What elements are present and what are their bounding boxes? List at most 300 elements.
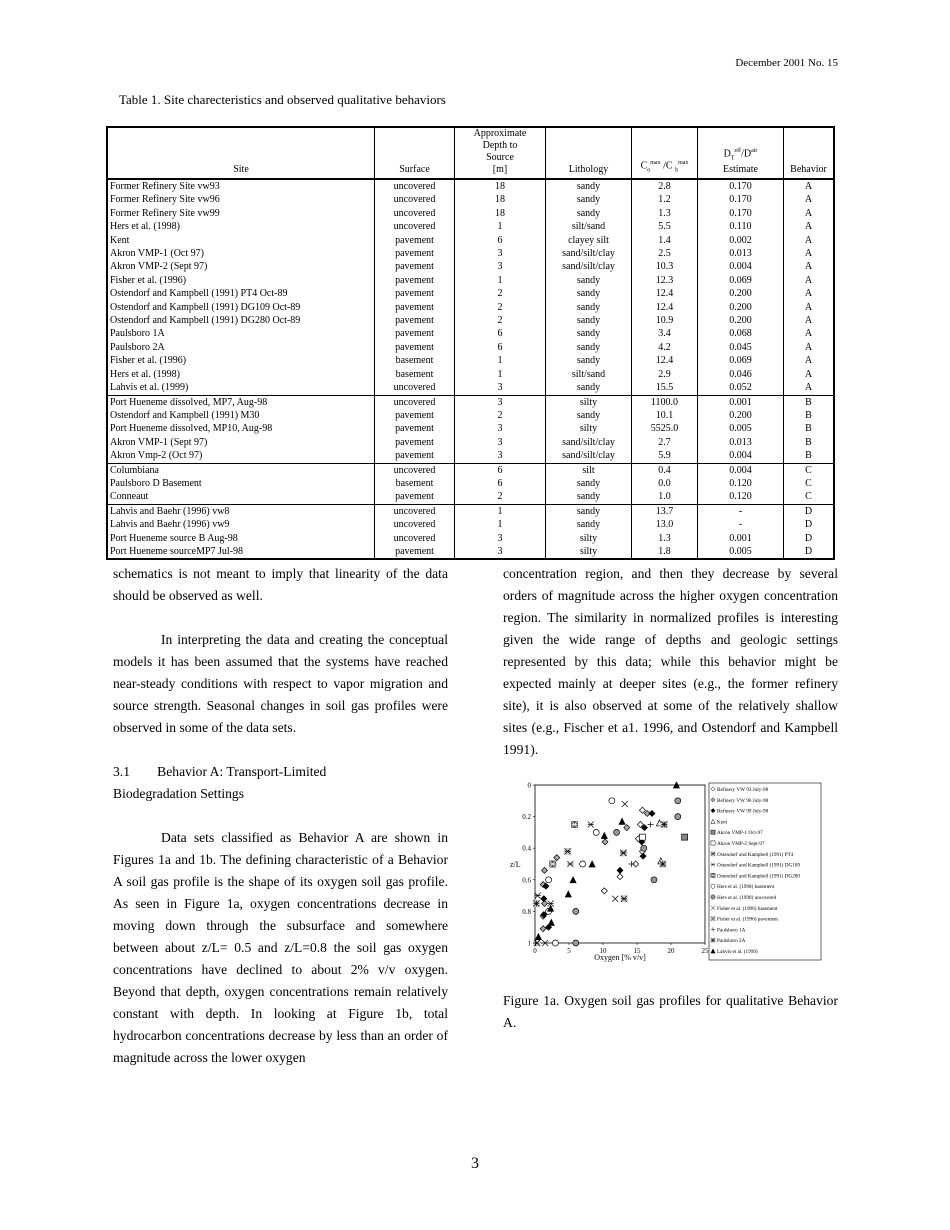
oxygen-profile-chart — [505, 775, 825, 965]
cell-lithology: sandy — [546, 179, 632, 193]
cell-depth: 1 — [455, 274, 546, 287]
running-header: December 2001 No. 15 — [735, 57, 838, 69]
data-point — [682, 834, 688, 840]
legend-label: Fisher et al. (1996) pavement — [717, 916, 778, 923]
cell-lithology: sand/silt/clay — [546, 436, 632, 449]
cell-surface: pavement — [375, 234, 455, 247]
cell-concentration-ratio: 5.9 — [632, 449, 698, 463]
legend-label: Hers et al. (1998) basement — [717, 884, 775, 891]
cell-surface: uncovered — [375, 179, 455, 193]
cell-behavior: A — [784, 287, 835, 300]
cell-behavior: A — [784, 220, 835, 233]
depth-line: Depth to — [482, 140, 518, 151]
cell-surface: uncovered — [375, 518, 455, 531]
x-tick-label: 15 — [633, 947, 641, 955]
cell-surface: basement — [375, 354, 455, 367]
d-text: Estimate — [723, 164, 758, 175]
cell-behavior: B — [784, 436, 835, 449]
cell-diffusivity: 0.013 — [698, 247, 784, 260]
cell-behavior: B — [784, 409, 835, 422]
data-point — [609, 798, 615, 804]
legend-marker — [711, 895, 715, 899]
data-point — [617, 867, 623, 873]
cell-lithology: sandy — [546, 504, 632, 518]
data-point — [661, 821, 668, 828]
marker-shape — [711, 895, 715, 899]
table-row — [107, 409, 834, 422]
marker-shape — [617, 874, 623, 880]
cell-behavior: A — [784, 179, 835, 193]
cell-concentration-ratio: 12.3 — [632, 274, 698, 287]
cell-site: Port Hueneme dissolved, MP7, Aug-98 — [107, 395, 375, 409]
legend-marker — [711, 851, 716, 856]
cell-surface: uncovered — [375, 193, 455, 206]
cell-lithology: silt — [546, 463, 632, 477]
cell-surface: pavement — [375, 274, 455, 287]
table-row — [107, 193, 834, 206]
d-sup: eff — [734, 147, 742, 154]
cell-lithology: sand/silt/clay — [546, 247, 632, 260]
legend-marker — [711, 830, 715, 834]
marker-shape — [554, 855, 560, 861]
data-point — [621, 895, 628, 902]
cell-lithology: silt/sand — [546, 220, 632, 233]
legend-marker — [711, 884, 715, 888]
cell-surface: pavement — [375, 422, 455, 435]
cell-diffusivity: 0.069 — [698, 274, 784, 287]
cell-lithology: sandy — [546, 314, 632, 327]
data-point — [624, 825, 630, 831]
marker-shape — [711, 830, 715, 834]
legend-label: Fisher et al. (1996) basement — [717, 905, 778, 912]
cell-behavior: A — [784, 207, 835, 220]
cell-site: Former Refinery Site vw96 — [110, 194, 220, 206]
cell-depth: 6 — [455, 477, 546, 490]
d-text: /D — [741, 148, 752, 159]
cell-surface: pavement — [375, 449, 455, 463]
data-point — [540, 926, 546, 932]
cell-depth: 18 — [455, 193, 546, 206]
marker-shape — [552, 940, 558, 946]
cell-diffusivity: 0.004 — [698, 463, 784, 477]
cell-depth: 18 — [455, 179, 546, 193]
legend-symbol — [711, 851, 716, 856]
cell-depth: 3 — [455, 436, 546, 449]
data-point — [639, 807, 645, 813]
cell-lithology: silty — [546, 532, 632, 545]
marker-shape — [546, 877, 552, 883]
left-column — [113, 563, 448, 1091]
cell-site: Columbiana — [107, 463, 375, 477]
cell-lithology: sandy — [546, 327, 632, 340]
cell-depth: 2 — [455, 301, 546, 314]
cell-concentration-ratio: 10.9 — [632, 314, 698, 327]
cell-site: Paulsboro 1A — [110, 328, 165, 340]
cell-concentration-ratio: 15.5 — [632, 381, 698, 395]
cell-depth: 6 — [455, 463, 546, 477]
marker-shape — [639, 834, 645, 840]
cell-concentration-ratio: 12.4 — [632, 301, 698, 314]
legend-label: Kent — [717, 819, 728, 826]
table-row — [107, 341, 834, 354]
cell-concentration-ratio: 1.3 — [632, 207, 698, 220]
cell-behavior: A — [784, 301, 835, 314]
legend-marker — [711, 841, 715, 845]
table-body — [107, 179, 834, 559]
table-row — [107, 354, 834, 367]
cell-depth: 1 — [455, 504, 546, 518]
data-point — [641, 845, 647, 851]
cell-lithology: sandy — [546, 490, 632, 504]
table-row — [107, 314, 834, 327]
cell-diffusivity: 0.200 — [698, 409, 784, 422]
cell-behavior: A — [784, 260, 835, 273]
data-point — [565, 891, 571, 897]
cell-lithology: silty — [546, 545, 632, 559]
cell-depth: 2 — [455, 490, 546, 504]
table-header-row — [107, 127, 834, 179]
table-row — [107, 532, 834, 545]
x-tick-label: 0 — [533, 947, 537, 955]
data-point — [601, 833, 607, 839]
table-row — [107, 490, 834, 504]
x-tick-label: 20 — [667, 947, 675, 955]
cell-behavior: A — [784, 381, 835, 395]
legend-label: Akron VMP-2 Sept-97 — [717, 841, 765, 847]
marker-shape — [641, 845, 647, 851]
ratio-sup: max — [678, 159, 689, 166]
cell-surface: uncovered — [375, 463, 455, 477]
paragraph: Data sets classified as Behavior A are shown in Figures 1a and 1b. The defining characteristic of a Behavior A soil gas profile is the shape of its oxygen soil gas profile. As seen in Figure 1a, oxygen concentrations decrease in moving down through the subsurface and somewhere between about z/L= 0.5 and z/L=0.8 the soil gas oxygen concentrations have declined to about 2% v/v oxygen. Beyond that depth, oxygen concentrations remain relatively constant with depth. In looking at Figure 1b, total hydrocarbon concentrations decrease by less than an order of magnitude across the lower oxygen — [113, 830, 448, 1065]
data-point — [542, 867, 548, 873]
cell-site: Lahvis and Baehr (1996) vw9 — [110, 519, 230, 531]
cell-site: Akron VMP-1 (Oct 97) — [110, 248, 204, 260]
data-point — [549, 861, 556, 868]
cell-site: Ostendorf and Kampbell (1991) DG109 Oct-89 — [110, 301, 301, 313]
col-concentration-ratio — [632, 127, 698, 179]
cell-concentration-ratio: 12.4 — [632, 354, 698, 367]
table-row — [107, 545, 834, 559]
cell-diffusivity: 0.068 — [698, 327, 784, 340]
cell-site: Fisher et al. (1996) — [110, 355, 187, 367]
cell-behavior: A — [784, 327, 835, 340]
cell-diffusivity: 0.200 — [698, 314, 784, 327]
marker-shape — [573, 940, 579, 946]
cell-depth: 3 — [455, 381, 546, 395]
cell-site: Fisher et al. (1996) — [110, 274, 187, 286]
cell-surface: uncovered — [375, 220, 455, 233]
data-point — [589, 861, 595, 867]
cell-diffusivity: 0.005 — [698, 422, 784, 435]
marker-shape — [540, 926, 546, 932]
cell-diffusivity: 0.170 — [698, 193, 784, 206]
table-row — [107, 179, 834, 193]
cell-site: Lahvis et al. (1999) — [110, 382, 189, 394]
marker-shape — [542, 867, 548, 873]
legend-marker — [711, 938, 716, 943]
cell-lithology: sand/silt/clay — [546, 260, 632, 273]
data-point — [580, 861, 586, 867]
legend-symbol — [711, 873, 716, 878]
legend-symbol — [711, 895, 715, 899]
cell-concentration-ratio: 13.7 — [632, 504, 698, 518]
cell-lithology: sandy — [546, 341, 632, 354]
marker-shape — [624, 825, 630, 831]
marker-shape — [675, 814, 681, 820]
data-point — [619, 818, 625, 824]
table-row — [107, 247, 834, 260]
cell-diffusivity: 0.200 — [698, 287, 784, 300]
cell-lithology: sandy — [546, 207, 632, 220]
marker-shape — [711, 841, 715, 845]
cell-depth: 3 — [455, 260, 546, 273]
paragraph: concentration region, and then they decrease by several orders of magnitude across the higher oxygen concentration region. The similarity in normalized profiles is interesting given the wide range of depths and geologic settings represented by this data; while this behavior might be expected mainly at deeper sites (e.g., the former refinery site), it is also observed at some of the relatively shallow sites (e.g., Fischer et a1. 1996, and Ostendorf and Kampbell 1991). — [503, 566, 838, 757]
cell-site: Former Refinery Site vw93 — [110, 181, 220, 192]
data-point — [546, 877, 552, 883]
cell-site: Hers et al. (1998) — [110, 221, 180, 233]
data-point — [601, 888, 607, 894]
cell-site: Port Hueneme dissolved, MP10, Aug-98 — [110, 423, 273, 435]
cell-lithology: sandy — [546, 354, 632, 367]
col-depth — [455, 127, 546, 179]
marker-shape — [639, 807, 645, 813]
cell-behavior: D — [784, 532, 835, 545]
table-row — [107, 287, 834, 300]
table-row — [107, 207, 834, 220]
y-tick-label: 0.4 — [522, 844, 531, 853]
cell-site: Ostendorf and Kampbell (1991) PT4 Oct-89 — [110, 288, 288, 300]
data-point — [564, 848, 571, 855]
cell-diffusivity: 0.004 — [698, 260, 784, 273]
data-point — [573, 940, 579, 946]
cell-concentration-ratio: 5525.0 — [632, 422, 698, 435]
cell-behavior: C — [784, 477, 835, 490]
y-tick-label: 0.8 — [522, 907, 531, 916]
legend-symbol — [711, 916, 716, 921]
cell-surface: pavement — [375, 247, 455, 260]
cell-site: Hers et al. (1998) — [110, 368, 180, 380]
cell-depth: 1 — [455, 220, 546, 233]
data-point — [535, 893, 541, 899]
cell-lithology: sandy — [546, 274, 632, 287]
cell-diffusivity: - — [698, 518, 784, 531]
cell-concentration-ratio: 3.4 — [632, 327, 698, 340]
cell-depth: 1 — [455, 354, 546, 367]
cell-concentration-ratio: 5.5 — [632, 220, 698, 233]
table-row — [107, 518, 834, 531]
cell-concentration-ratio: 1.2 — [632, 193, 698, 206]
legend-label: Ostendorf and Kampbell (1991) PT4 — [717, 851, 794, 858]
marker-shape — [601, 833, 607, 839]
cell-site: Paulsboro D Basement — [110, 477, 202, 489]
cell-diffusivity: 0.120 — [698, 477, 784, 490]
ratio-sub: h — [675, 167, 679, 173]
marker-shape — [640, 853, 646, 859]
y-tick-label: 0.2 — [522, 813, 531, 822]
marker-shape — [682, 834, 688, 840]
data-point — [614, 829, 620, 835]
cell-surface: pavement — [375, 409, 455, 422]
table-row — [107, 301, 834, 314]
table-row — [107, 368, 834, 381]
legend-symbol — [711, 830, 715, 834]
marker-shape — [609, 798, 615, 804]
cell-diffusivity: 0.001 — [698, 532, 784, 545]
cell-diffusivity: 0.170 — [698, 207, 784, 220]
cell-diffusivity: 0.069 — [698, 354, 784, 367]
cell-lithology: sandy — [546, 477, 632, 490]
legend-label: Refinery VW 96 July-98 — [717, 797, 769, 804]
cell-depth: 3 — [455, 545, 546, 559]
cell-behavior: B — [784, 449, 835, 463]
plot-area — [535, 785, 705, 943]
cell-site: Port Hueneme sourceMP7 Jul-98 — [110, 545, 244, 557]
cell-surface: pavement — [375, 301, 455, 314]
cell-depth: 1 — [455, 518, 546, 531]
col-site: Site — [107, 127, 375, 179]
cell-diffusivity: - — [698, 504, 784, 518]
site-characteristics-table — [106, 126, 835, 560]
d-sup: air — [751, 147, 758, 154]
marker-shape — [651, 877, 657, 883]
cell-behavior: C — [784, 463, 835, 477]
cell-concentration-ratio: 10.3 — [632, 260, 698, 273]
marker-shape — [601, 888, 607, 894]
legend-label: Lahvis et al. (1999) — [717, 949, 758, 955]
cell-surface: pavement — [375, 490, 455, 504]
table-row — [107, 381, 834, 395]
legend-label: Paulsboro 1A — [717, 927, 746, 934]
section-heading: 3.1 Behavior A: Transport-Limited Biodegradation Settings — [113, 764, 330, 801]
marker-shape — [570, 877, 576, 883]
x-tick-label: 10 — [599, 947, 607, 955]
page-number: 3 — [471, 1155, 479, 1172]
table-row — [107, 449, 834, 463]
table-row — [107, 422, 834, 435]
cell-site: Paulsboro 2A — [110, 341, 165, 353]
cell-site: Conneaut — [110, 491, 149, 503]
data-point — [639, 834, 645, 840]
cell-concentration-ratio: 0.4 — [632, 463, 698, 477]
table-title: Table 1. Site charecteristics and observed qualitative behaviors — [119, 92, 446, 107]
legend-label: Refinery VW 93 July-98 — [717, 787, 769, 793]
data-point — [541, 896, 547, 902]
data-point — [533, 900, 540, 907]
cell-depth: 2 — [455, 287, 546, 300]
legend-marker — [711, 916, 716, 921]
col-diffusivity — [698, 127, 784, 179]
cell-depth: 18 — [455, 207, 546, 220]
cell-concentration-ratio: 13.0 — [632, 518, 698, 531]
d-sub: T — [730, 155, 735, 161]
cell-behavior: A — [784, 354, 835, 367]
cell-behavior: B — [784, 395, 835, 409]
cell-concentration-ratio: 4.2 — [632, 341, 698, 354]
cell-concentration-ratio: 2.9 — [632, 368, 698, 381]
marker-shape — [548, 919, 554, 925]
marker-shape — [649, 810, 655, 816]
cell-concentration-ratio: 1100.0 — [632, 395, 698, 409]
cell-site: Port Hueneme source B Aug-98 — [110, 532, 238, 544]
x-axis-label: Oxygen [% v/v] — [594, 953, 646, 962]
cell-behavior: D — [784, 504, 835, 518]
cell-behavior: A — [784, 274, 835, 287]
data-point — [552, 940, 558, 946]
legend-label: Hers et al. (1998) uncovered — [717, 895, 777, 901]
marker-shape — [617, 867, 623, 873]
cell-surface: pavement — [375, 260, 455, 273]
table-row — [107, 234, 834, 247]
cell-site: Former Refinery Site vw99 — [110, 207, 220, 219]
col-surface: Surface — [375, 127, 455, 179]
data-point — [548, 919, 554, 925]
cell-behavior: A — [784, 193, 835, 206]
cell-surface: uncovered — [375, 504, 455, 518]
marker-shape — [573, 908, 579, 914]
cell-depth: 3 — [455, 532, 546, 545]
cell-diffusivity: 0.004 — [698, 449, 784, 463]
marker-shape — [580, 861, 586, 867]
table-row — [107, 220, 834, 233]
cell-site: Lahvis and Baehr (1996) vw8 — [107, 504, 375, 518]
cell-diffusivity: 0.013 — [698, 436, 784, 449]
cell-behavior: D — [784, 518, 835, 531]
cell-diffusivity: 0.001 — [698, 395, 784, 409]
marker-shape — [619, 818, 625, 824]
cell-surface: uncovered — [375, 207, 455, 220]
legend-symbol — [711, 884, 715, 888]
y-axis-label: z/L — [510, 860, 521, 869]
cell-surface: uncovered — [375, 381, 455, 395]
cell-concentration-ratio: 0.0 — [632, 477, 698, 490]
cell-diffusivity: 0.120 — [698, 490, 784, 504]
cell-surface: pavement — [375, 436, 455, 449]
legend-label: Akron VMP-1 Oct-97 — [717, 830, 763, 837]
cell-site: Kent — [110, 234, 130, 246]
cell-concentration-ratio: 2.5 — [632, 247, 698, 260]
x-tick-label: 25 — [701, 947, 709, 955]
cell-diffusivity: 0.045 — [698, 341, 784, 354]
cell-behavior: A — [784, 368, 835, 381]
data-point — [649, 810, 655, 816]
cell-site: Akron VMP-1 (Sept 97) — [110, 436, 208, 448]
data-point — [648, 822, 654, 828]
d-text: D — [723, 148, 731, 159]
cell-concentration-ratio: 1.4 — [632, 234, 698, 247]
ratio-sub: o — [647, 167, 651, 173]
legend-symbol — [711, 938, 716, 943]
col-behavior: Behavior — [784, 127, 835, 179]
data-point — [602, 839, 608, 845]
data-point — [612, 896, 618, 902]
ratio-sup: max — [650, 159, 661, 166]
cell-diffusivity: 0.170 — [698, 179, 784, 193]
table-row — [107, 477, 834, 490]
marker-shape — [535, 934, 541, 940]
cell-surface: uncovered — [375, 395, 455, 409]
legend-label: Paulsboro 2A — [717, 938, 746, 945]
cell-behavior: B — [784, 422, 835, 435]
cell-surface: pavement — [375, 327, 455, 340]
legend-label: Refinery VW 99 July-98 — [717, 808, 769, 815]
data-point — [593, 829, 599, 835]
ratio-text: C — [640, 160, 648, 171]
paragraph: In interpreting the data and creating the conceptual models it has been assumed that the systems have reached near-steady conditions with respect to vapor migration and source strength. Seasonal changes in soil gas profiles were observed in some of the data sets. — [113, 632, 448, 735]
cell-diffusivity: 0.052 — [698, 381, 784, 395]
cell-surface: pavement — [375, 314, 455, 327]
data-point — [617, 874, 623, 880]
data-point — [554, 855, 560, 861]
